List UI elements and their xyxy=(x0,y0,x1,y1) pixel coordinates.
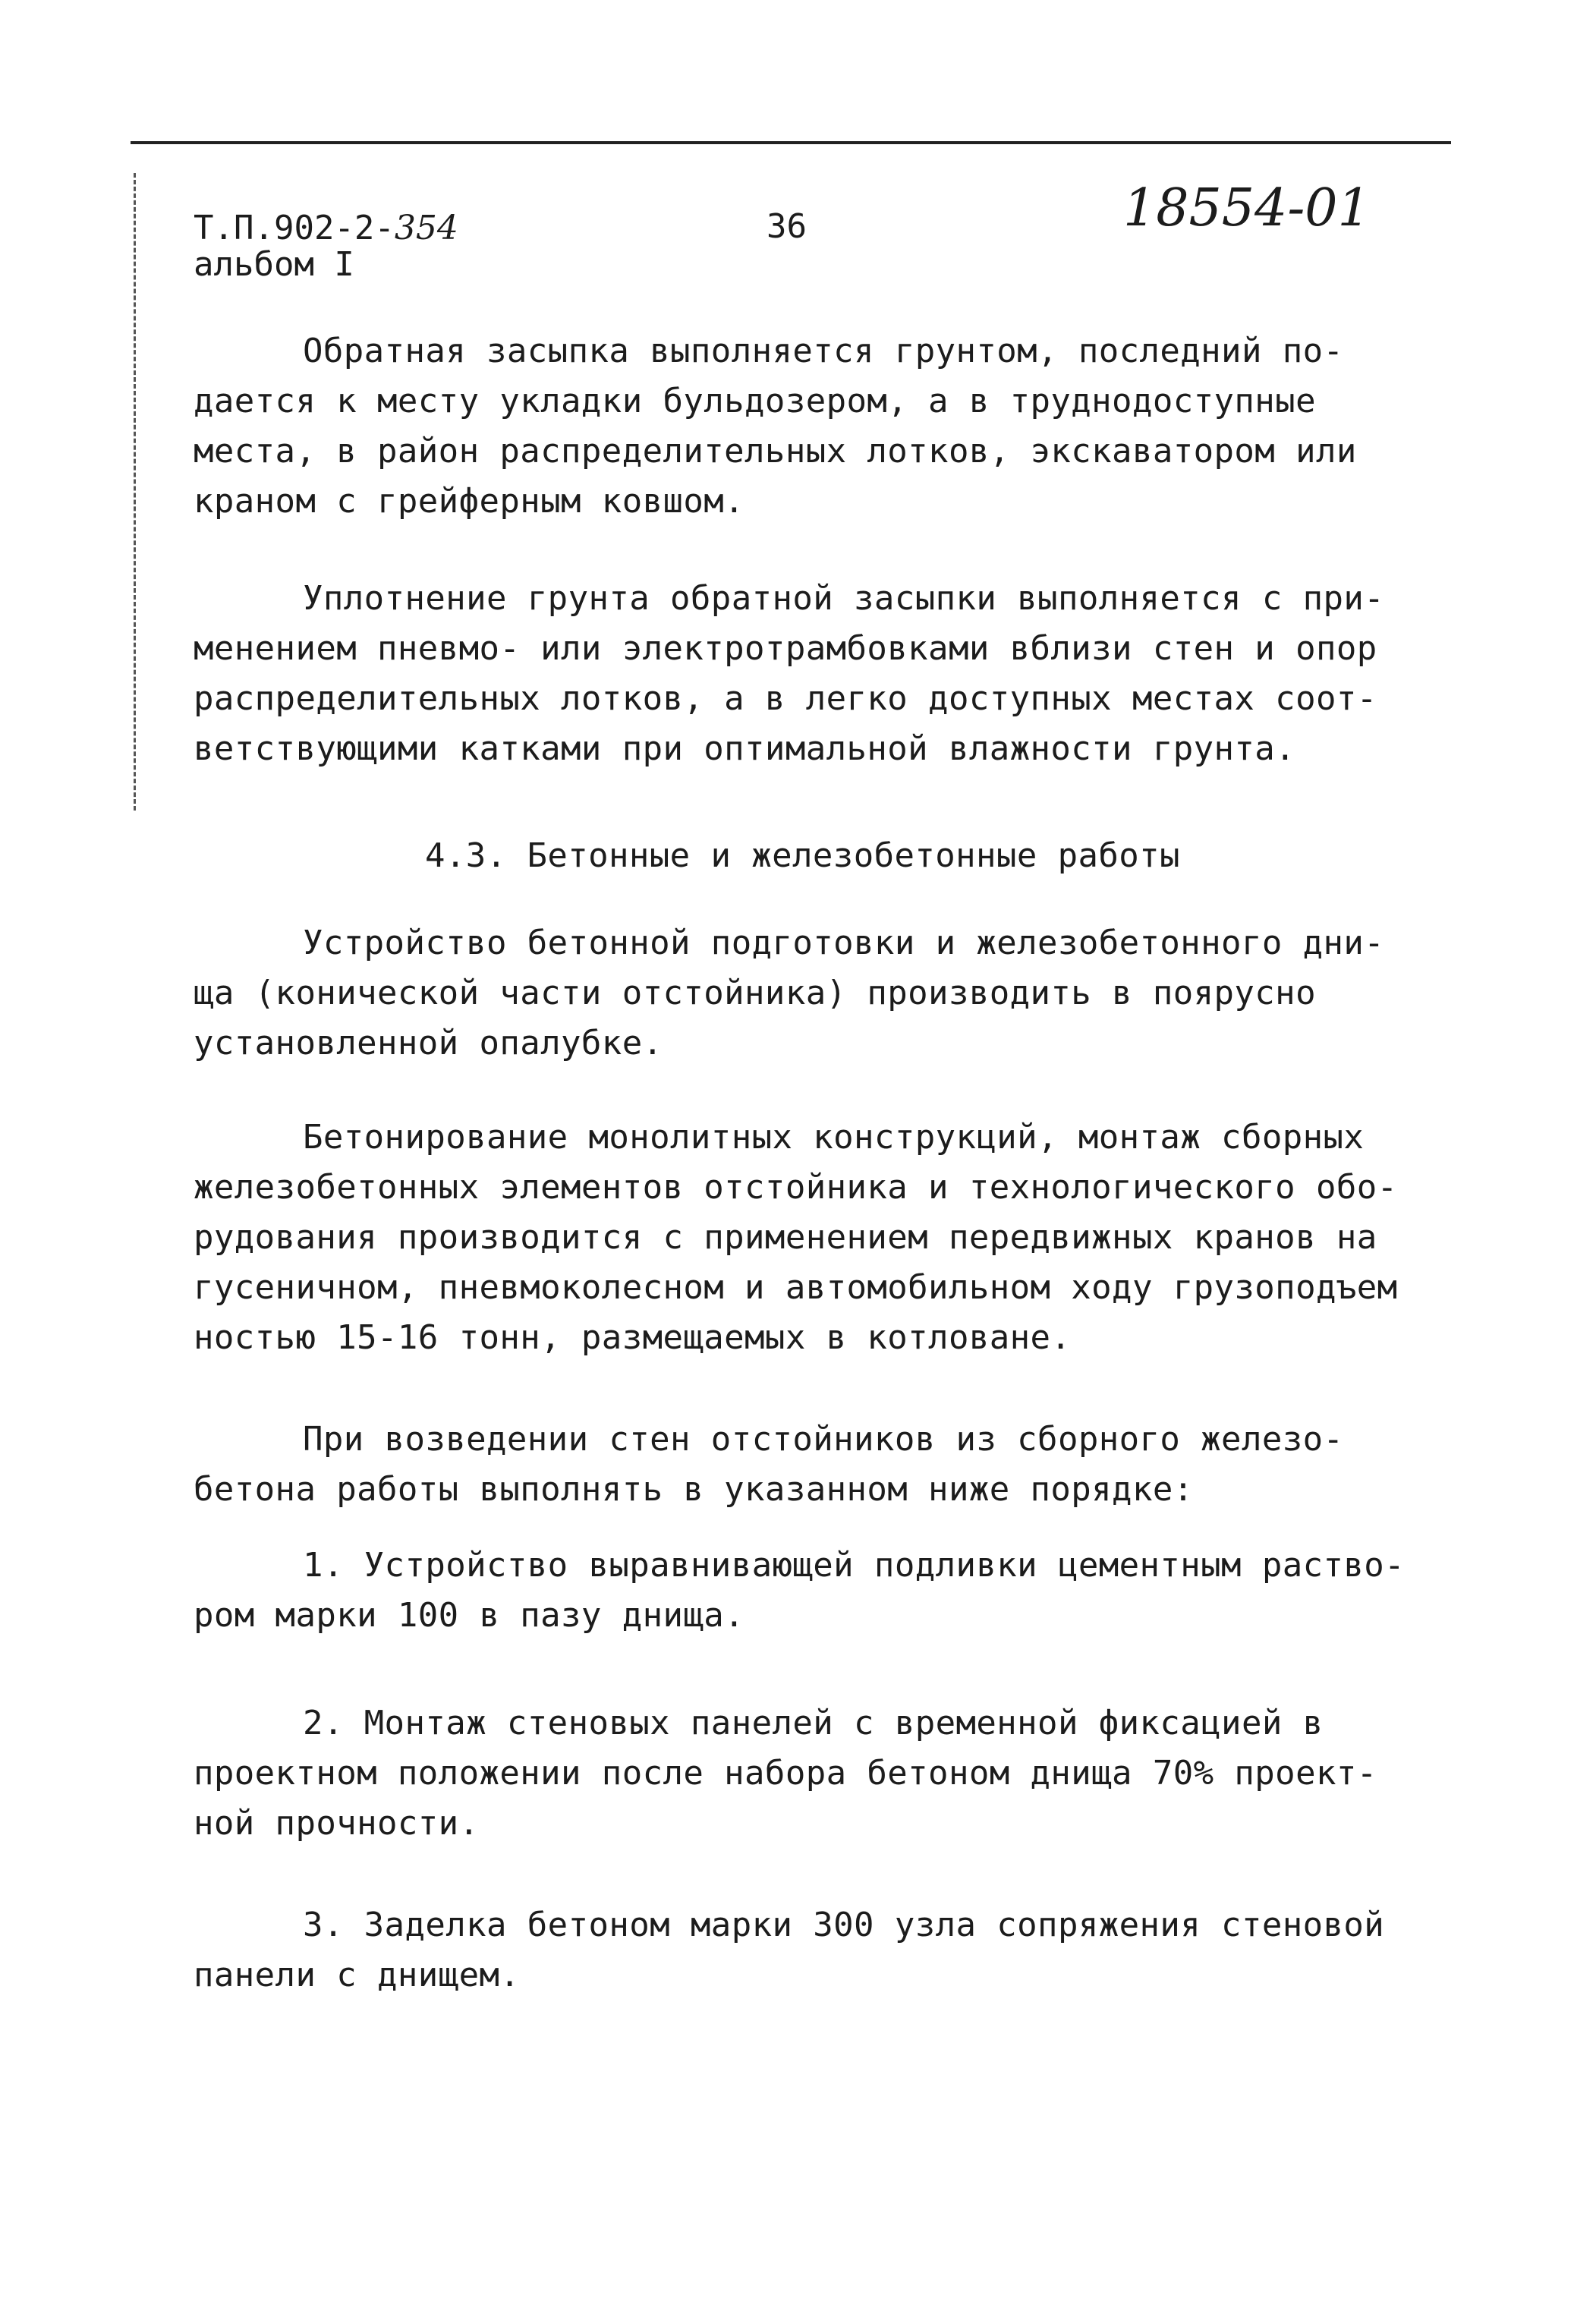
text-line: места, в район распределительных лотков, экскаватором или xyxy=(194,432,1357,471)
text-line: дается к месту укладки бульдозером, а в труднодоступные xyxy=(194,382,1316,420)
text-line: распределительных лотков, а в легко доступных местах соот- xyxy=(194,679,1377,718)
text-line: проектном положении после набора бетоном днища 70% проект- xyxy=(194,1754,1377,1793)
text-line: краном с грейферным ковшом. xyxy=(194,482,745,521)
text-line: 2. Монтаж стеновых панелей с временной фиксацией в xyxy=(303,1704,1324,1742)
text-line: Обратная засыпка выполняется грунтом, последний по- xyxy=(303,332,1344,370)
inventory-number: 18554-01 xyxy=(1123,178,1371,238)
document-code-handwritten: 354 xyxy=(394,209,458,247)
album-label: альбом I xyxy=(194,245,354,284)
text-line: менением пневмо- или электротрамбовками вблизи стен и опор xyxy=(194,629,1377,668)
paragraph-compaction xyxy=(194,574,1461,774)
page-number: 36 xyxy=(767,207,807,246)
text-line: ром марки 100 в пазу днища. xyxy=(194,1596,745,1635)
text-line: установленной опалубке. xyxy=(194,1024,663,1062)
text-line: 3. Заделка бетоном марки 300 узла сопряжения стеновой xyxy=(303,1906,1385,1944)
paragraph-walls-order xyxy=(194,1415,1461,1515)
text-line: ной прочности. xyxy=(194,1804,480,1843)
text-line: Бетонирование монолитных конструкций, монтаж сборных xyxy=(303,1118,1365,1157)
text-line: железобетонных элементов отстойника и технологического обо- xyxy=(194,1168,1398,1207)
paragraph-bottom-prep xyxy=(194,918,1461,1069)
section-heading: 4.3. Бетонные и железобетонные работы xyxy=(425,836,1180,875)
text-line: бетона работы выполнять в указанном ниже порядке: xyxy=(194,1470,1194,1509)
text-line: панели с днищем. xyxy=(194,1956,521,1994)
list-item-3 xyxy=(194,1900,1461,2001)
list-item-2 xyxy=(194,1698,1461,1849)
text-line: рудования производится с применением передвижных кранов на xyxy=(194,1218,1377,1257)
text-line: Уплотнение грунта обратной засыпки выполняется с при- xyxy=(303,579,1385,618)
page-frame-left-line xyxy=(134,173,136,811)
text-line: ветствующими катками при оптимальной влажности грунта. xyxy=(194,729,1296,768)
paragraph-concreting xyxy=(194,1113,1461,1363)
list-item-1 xyxy=(194,1541,1461,1641)
document-code-printed: Т.П.902-2- xyxy=(194,209,395,247)
text-line: 1. Устройство выравнивающей подливки цементным раство- xyxy=(303,1546,1406,1585)
text-line: При возведении стен отстойников из сборного железо- xyxy=(303,1420,1344,1459)
text-line: ща (конической части отстойника) производить в поярусно xyxy=(194,974,1316,1012)
paragraph-backfill xyxy=(194,326,1461,527)
text-line: гусеничном, пневмоколесном и автомобильном ходу грузоподъем xyxy=(194,1268,1398,1307)
text-line: ностью 15-16 тонн, размещаемых в котловане. xyxy=(194,1318,1072,1357)
text-line: Устройство бетонной подготовки и железобетонного дни- xyxy=(303,924,1385,962)
page-frame-top-line xyxy=(131,141,1451,144)
document-code xyxy=(194,209,458,247)
